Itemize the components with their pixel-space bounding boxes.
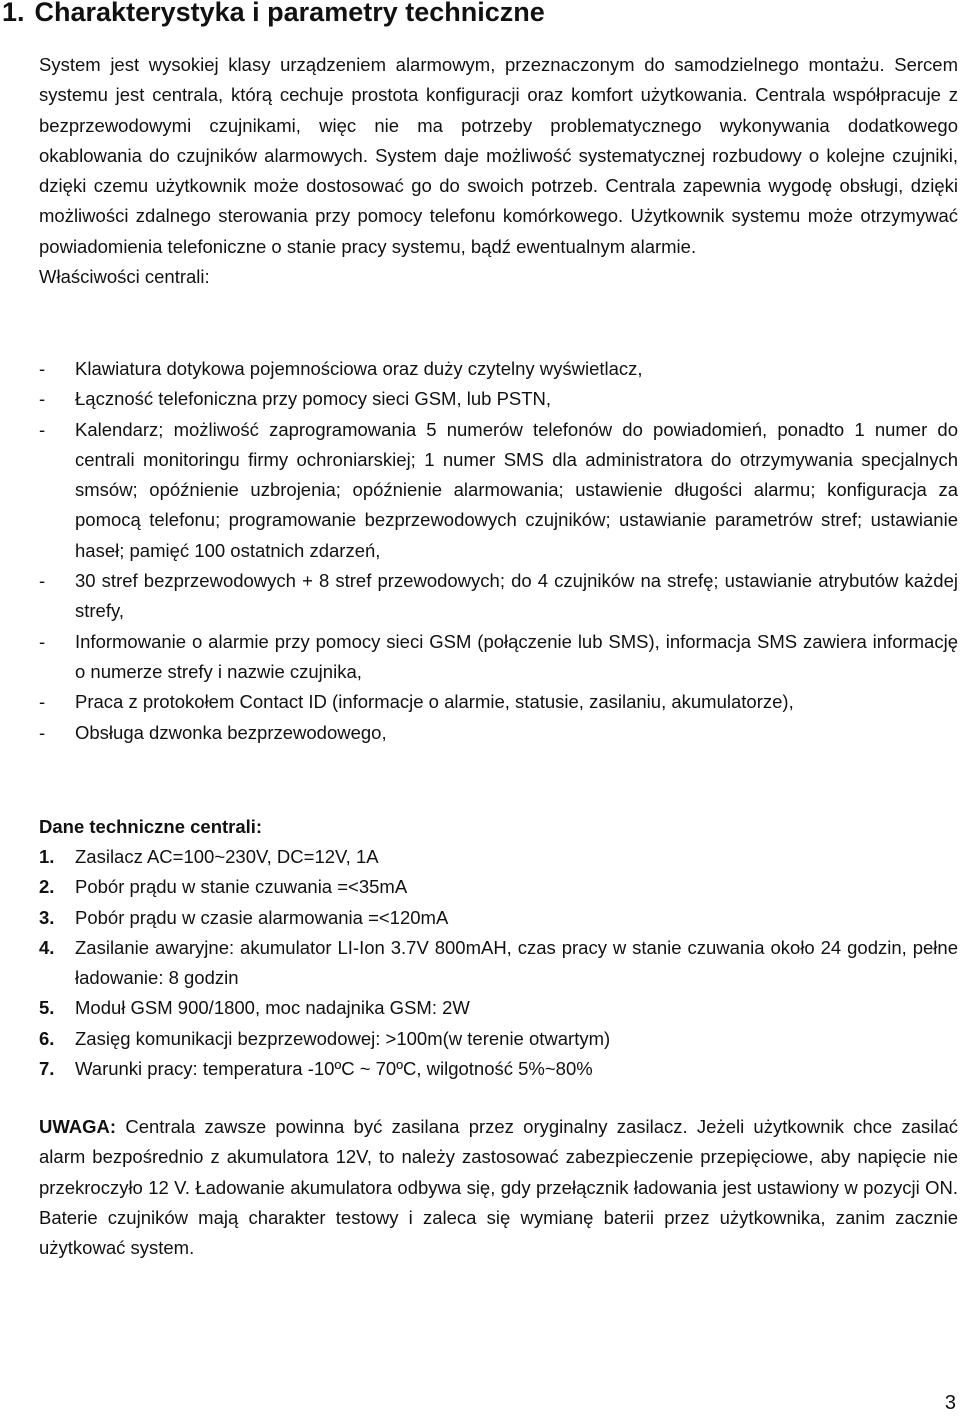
feature-item (39, 718, 958, 748)
feature-text: Informowanie o alarmie przy pomocy sieci GSM (połączenie lub SMS), informacja SMS zawiera informację o numerze strefy i nazwie czujnika, (75, 630, 958, 682)
section-heading (2, 0, 545, 28)
properties-label: Właściwości centrali: (39, 266, 210, 288)
bullet-dash: - (39, 630, 46, 652)
spec-text: Pobór prądu w czasie alarmowania =<120mA (75, 906, 449, 928)
spec-text: Zasilacz AC=100~230V, DC=12V, 1A (75, 846, 379, 867)
page-number: 3 (944, 1392, 956, 1414)
intro-paragraph: System jest wysokiej klasy urządzeniem alarmowym, przeznaczonym do samodzielnego montażu. Sercem systemu jest centrala, którą cechuje prostota konfiguracji oraz komfort użytkowania. Centrala współpracuje z bezprzewodowymi czujnikami, więc nie ma potrzeby problematycznego wykonywania dodatkowego okablowania do czujników alarmowych. System daje możliwość systematycznej rozbudowy o kolejne czujniki, dzięki czemu użytkownik może dostosować go do swoich potrzeb. Centrala zapewnia wygodę obsługi, dzięki możliwości zdalnego sterowania przy pomocy telefonu komórkowego. Użytkownik systemu może otrzymywać powiadomienia telefoniczne o stanie pracy systemu, bądź ewentualnym alarmie. (39, 54, 958, 257)
section-number: 1. (2, 0, 25, 27)
feature-text: Klawiatura dotykowa pojemnościowa oraz duży czytelny wyświetlacz, (75, 358, 643, 379)
feature-text: Kalendarz; możliwość zaprogramowania 5 numerów telefonów do powiadomień, ponadto 1 numer do centrali monitoringu firmy ochroniarskiej; 1 numer SMS dla administratora do otrzymywania specjalnych smsów; opóźnienie uzbrojenia; opóźnienie alarmowania; ustawienie długości alarmu; konfiguracja za pomocą telefonu; programowanie bezprzewodowych czujników; ustawianie parametrów stref; ustawianie haseł; pamięć 100 ostatnich zdarzeń, (75, 418, 958, 561)
bullet-dash: - (39, 358, 46, 379)
spec-text: Pobór prądu w stanie czuwania =<35mA (75, 876, 408, 898)
bullet-dash: - (39, 570, 46, 592)
spec-text: Moduł GSM 900/1800, moc nadajnika GSM: 2W (75, 997, 470, 1019)
spec-item (39, 872, 958, 902)
warning-text: Centrala zawsze powinna być zasilana przez oryginalny zasilacz. Jeżeli użytkownik chce zasilać alarm bezpośrednio z akumulatora 12V, to należy zastosować zabezpieczenie przepięciowe, aby napięcie nie przekroczyło 12 V. Ładowanie akumulatora odbywa się, gdy przełącznik ładowania jest ustawiony w pozycji ON. Baterie czujników mają charakter testowy i zaleca się wymianę baterii przez użytkownika, zanim zacznie użytkować system. (39, 1116, 959, 1259)
spec-number: 1. (39, 846, 55, 867)
warning-label: UWAGA: (39, 1116, 117, 1137)
feature-text: Obsługa dzwonka bezprzewodowego, (75, 721, 387, 743)
spec-item (39, 1024, 958, 1054)
feature-text: 30 stref bezprzewodowych + 8 stref przewodowych; do 4 czujników na strefę; ustawianie atrybutów każdej strefy, (75, 570, 958, 622)
feature-item (39, 354, 958, 384)
bullet-dash: - (39, 388, 46, 410)
spec-number: 5. (39, 997, 55, 1019)
bullet-dash: - (39, 691, 46, 713)
feature-text: Praca z protokołem Contact ID (informacje o alarmie, statusie, zasilaniu, akumulatorze), (75, 691, 794, 713)
section-title: Charakterystyka i parametry techniczne (34, 0, 545, 27)
spec-item (39, 993, 958, 1023)
spec-number: 7. (39, 1058, 55, 1080)
specs-list (39, 842, 958, 1084)
spec-item (39, 1054, 958, 1084)
feature-item (39, 415, 958, 566)
spec-number: 6. (39, 1027, 55, 1049)
spec-text: Warunki pracy: temperatura -10ºC ~ 70ºC, wilgotność 5%~80% (75, 1058, 593, 1080)
spec-item (39, 842, 958, 872)
feature-item (39, 687, 958, 717)
spec-number: 4. (39, 936, 55, 958)
spec-item (39, 903, 958, 933)
spec-item (39, 933, 958, 994)
intro-block (39, 50, 958, 292)
spec-number: 3. (39, 906, 55, 928)
bullet-dash: - (39, 418, 46, 440)
warning-paragraph (39, 1112, 958, 1263)
feature-item (39, 384, 958, 414)
bullet-dash: - (39, 721, 46, 743)
feature-text: Łączność telefoniczna przy pomocy sieci GSM, lub PSTN, (75, 388, 552, 410)
feature-item (39, 627, 958, 688)
features-list (39, 354, 958, 748)
spec-number: 2. (39, 876, 55, 898)
spec-text: Zasięg komunikacji bezprzewodowej: >100m(w terenie otwartym) (75, 1027, 611, 1049)
spec-text: Zasilanie awaryjne: akumulator LI-Ion 3.7V 800mAH, czas pracy w stanie czuwania około 24 godzin, pełne ładowanie: 8 godzin (75, 936, 958, 989)
specs-heading: Dane techniczne centrali: (39, 816, 263, 837)
feature-item (39, 566, 958, 627)
